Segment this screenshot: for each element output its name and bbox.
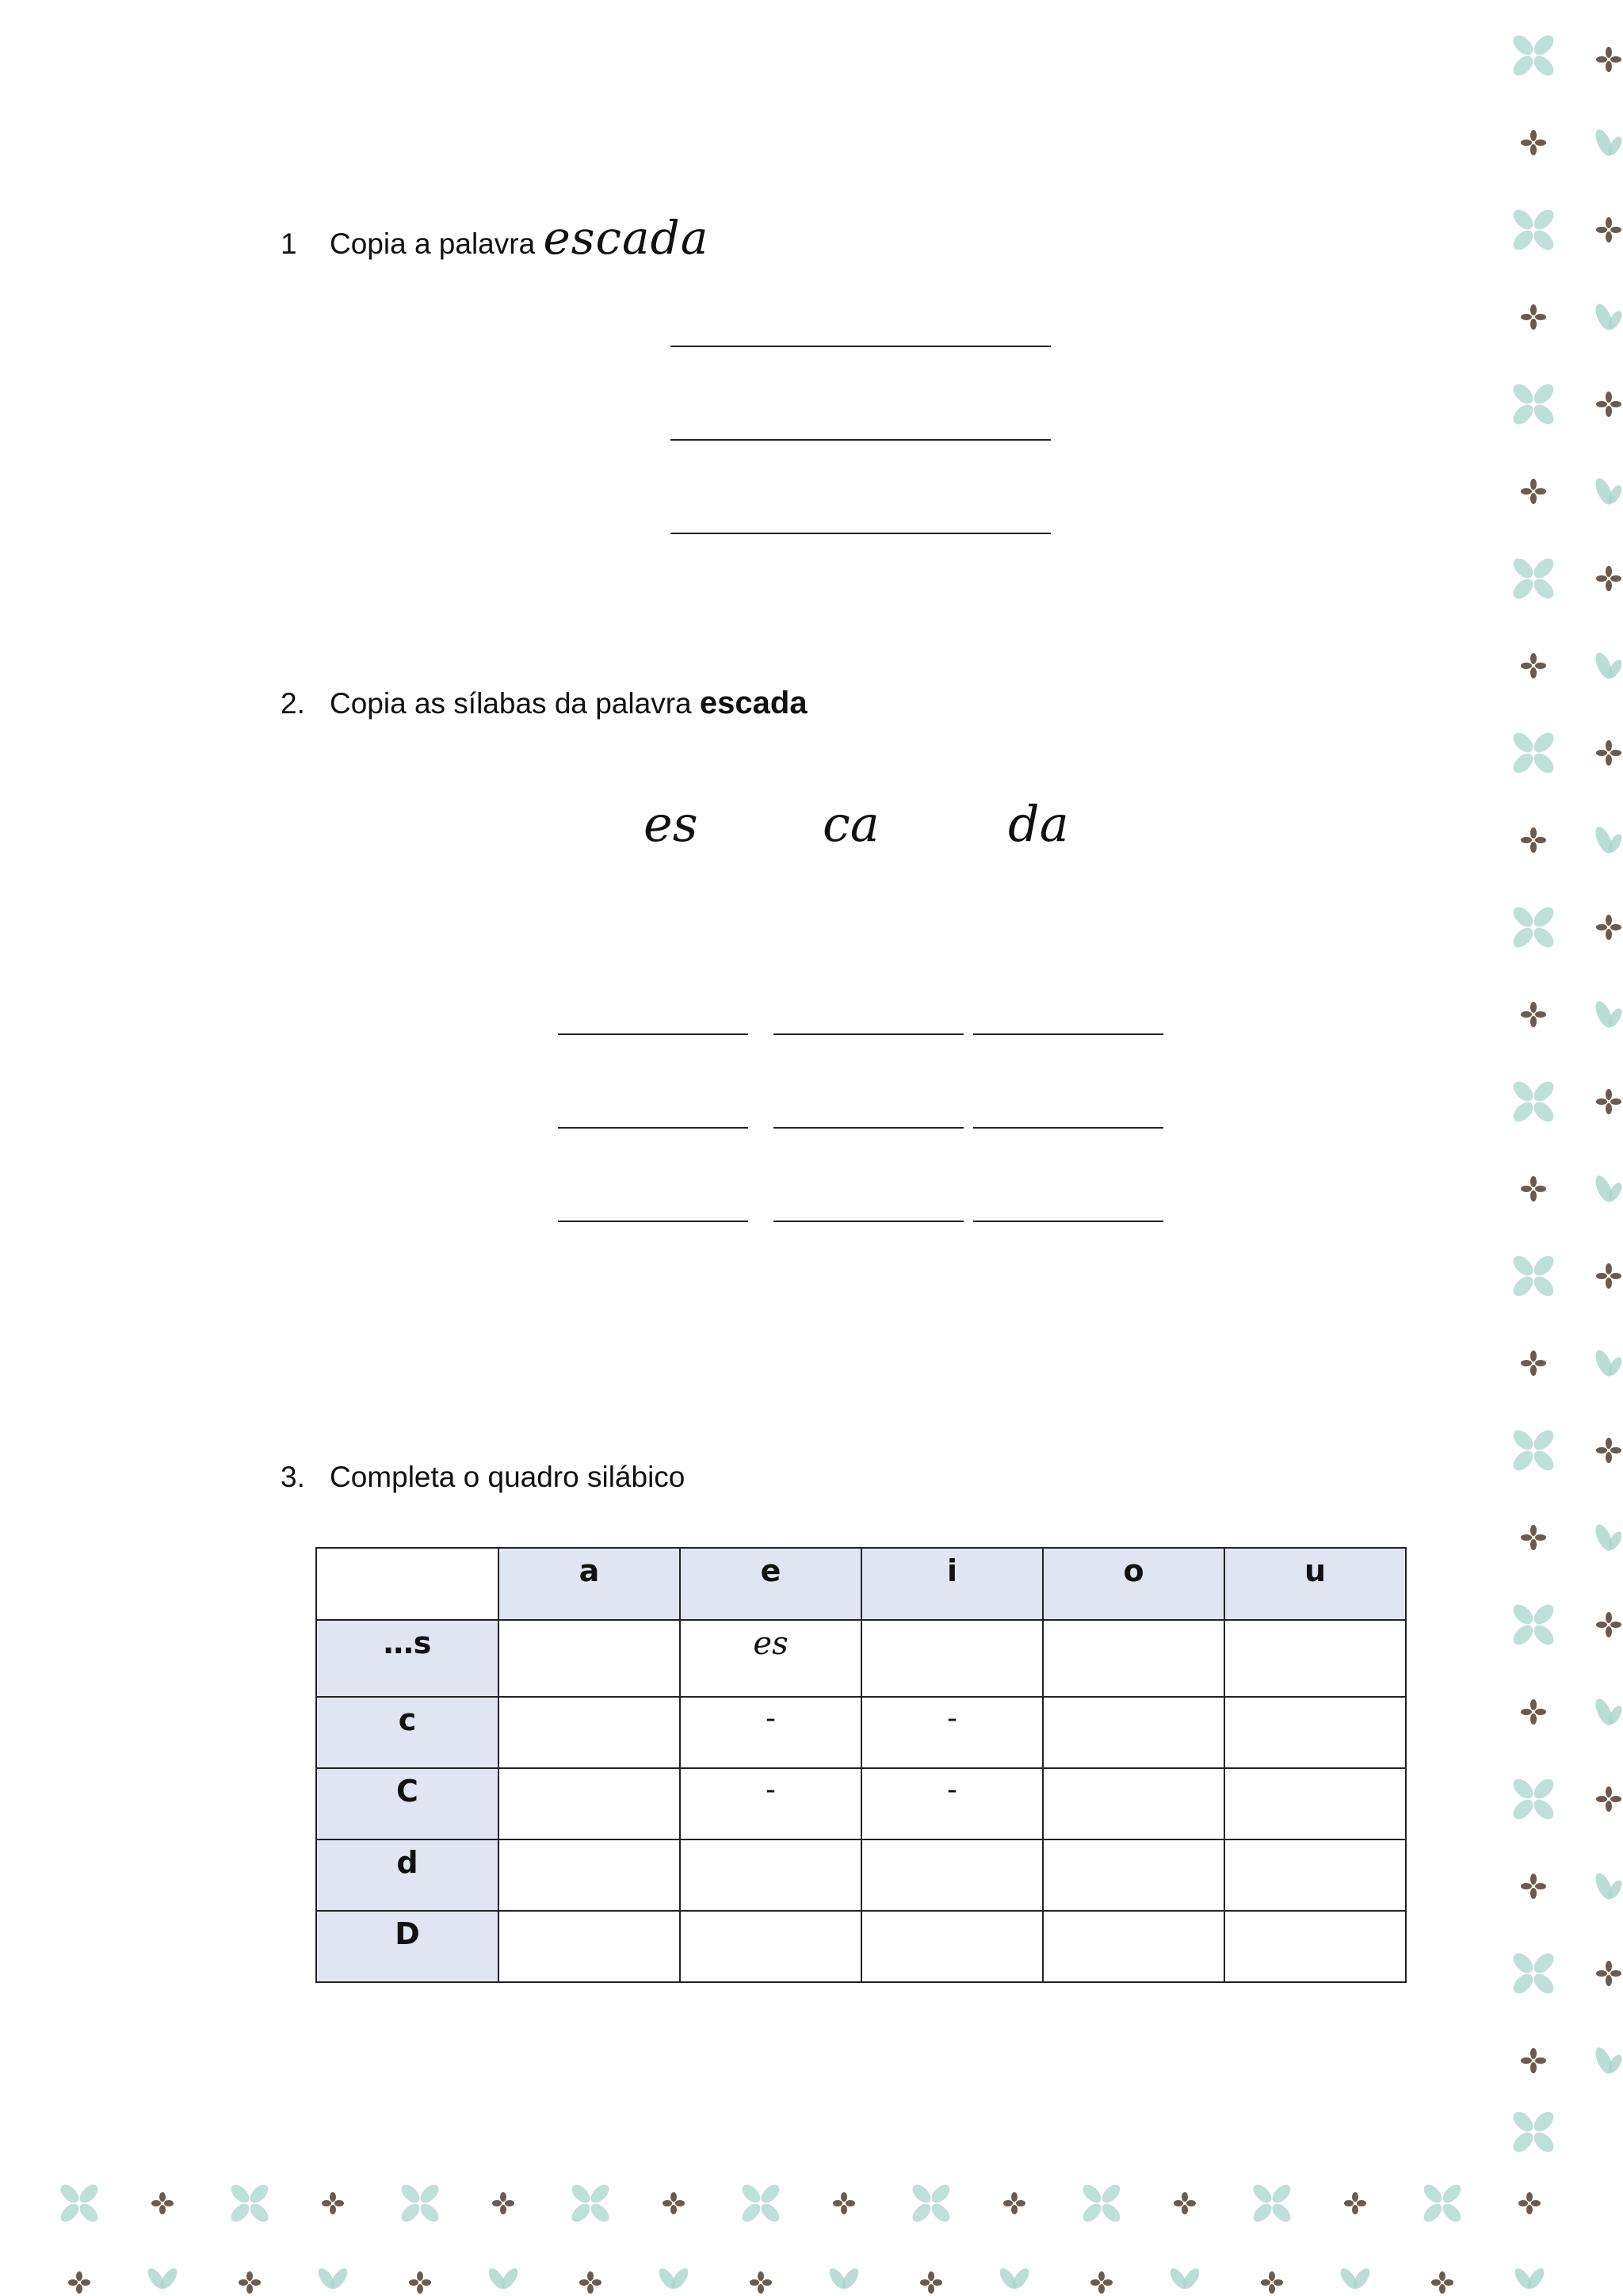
question-2-number: 2. [281, 687, 305, 720]
table-cell[interactable] [861, 1839, 1043, 1911]
question-1 [281, 211, 709, 265]
column-header-o: o [1043, 1548, 1224, 1620]
table-cell[interactable] [680, 1839, 861, 1911]
column-header-u: u [1224, 1548, 1406, 1620]
answer-line-q1-1[interactable] [670, 346, 1051, 347]
question-2 [281, 686, 808, 721]
table-header-row [316, 1548, 1406, 1620]
row-header-D-upper: D [316, 1911, 498, 1982]
table-row [316, 1620, 1406, 1697]
question-1-text: Copia a palavra [330, 227, 536, 260]
table-cell[interactable] [498, 1768, 680, 1839]
table-row [316, 1768, 1406, 1839]
question-3-text: Completa o quadro silábico [330, 1461, 685, 1493]
syllable-2: ca [823, 795, 880, 853]
answer-line-q1-3[interactable] [670, 533, 1051, 534]
question-3 [281, 1460, 685, 1495]
row-header-d: d [316, 1839, 498, 1911]
table-cell[interactable]: es [680, 1620, 861, 1697]
question-1-word: escada [543, 211, 709, 265]
table-cell[interactable] [1043, 1911, 1224, 1982]
column-header-a: a [498, 1548, 680, 1620]
floral-border-bottom [0, 2172, 1623, 2296]
table-cell[interactable] [1224, 1697, 1406, 1768]
row-header-s: …s [316, 1620, 498, 1697]
table-cell[interactable] [498, 1697, 680, 1768]
syllable-line-3-1[interactable] [558, 1221, 748, 1222]
syllable-line-1-3[interactable] [973, 1033, 1163, 1035]
table-cell[interactable] [1224, 1911, 1406, 1982]
question-1-number: 1 [281, 227, 297, 260]
table-cell[interactable] [1043, 1768, 1224, 1839]
table-cell[interactable] [1043, 1620, 1224, 1697]
table-cell[interactable] [680, 1911, 861, 1982]
syllable-3: da [1008, 795, 1069, 853]
table-cell[interactable] [498, 1911, 680, 1982]
table-row [316, 1697, 1406, 1768]
table-cell[interactable]: - [680, 1768, 861, 1839]
table-cell[interactable]: - [861, 1768, 1043, 1839]
table-corner-cell [316, 1548, 498, 1620]
table-row [316, 1911, 1406, 1982]
syllable-line-2-2[interactable] [773, 1127, 964, 1129]
syllable-line-3-2[interactable] [773, 1221, 964, 1222]
table-cell[interactable] [498, 1620, 680, 1697]
syllable-1: es [643, 795, 698, 853]
table-cell[interactable] [1224, 1620, 1406, 1697]
table-cell[interactable] [1043, 1839, 1224, 1911]
table-cell[interactable] [1224, 1839, 1406, 1911]
table-cell[interactable] [1043, 1697, 1224, 1768]
syllable-line-1-2[interactable] [773, 1033, 964, 1035]
syllable-line-1-1[interactable] [558, 1033, 748, 1035]
table-cell[interactable]: - [680, 1697, 861, 1768]
answer-line-q1-2[interactable] [670, 439, 1051, 441]
table-cell[interactable] [861, 1620, 1043, 1697]
table-cell[interactable] [1224, 1768, 1406, 1839]
syllable-line-2-3[interactable] [973, 1127, 1163, 1129]
column-header-e: e [680, 1548, 861, 1620]
question-3-number: 3. [281, 1461, 305, 1493]
floral-border-right [1498, 24, 1623, 2164]
row-header-C-upper: C [316, 1768, 498, 1839]
syllable-table [315, 1547, 1407, 1983]
question-2-word: escada [699, 686, 808, 720]
row-header-c: c [316, 1697, 498, 1768]
table-cell[interactable]: - [861, 1697, 1043, 1768]
table-cell[interactable] [498, 1839, 680, 1911]
question-2-text: Copia as sílabas da palavra [330, 687, 692, 720]
table-cell[interactable] [861, 1911, 1043, 1982]
table-row [316, 1839, 1406, 1911]
column-header-i: i [861, 1548, 1043, 1620]
syllable-line-3-3[interactable] [973, 1221, 1163, 1222]
syllable-line-2-1[interactable] [558, 1127, 748, 1129]
